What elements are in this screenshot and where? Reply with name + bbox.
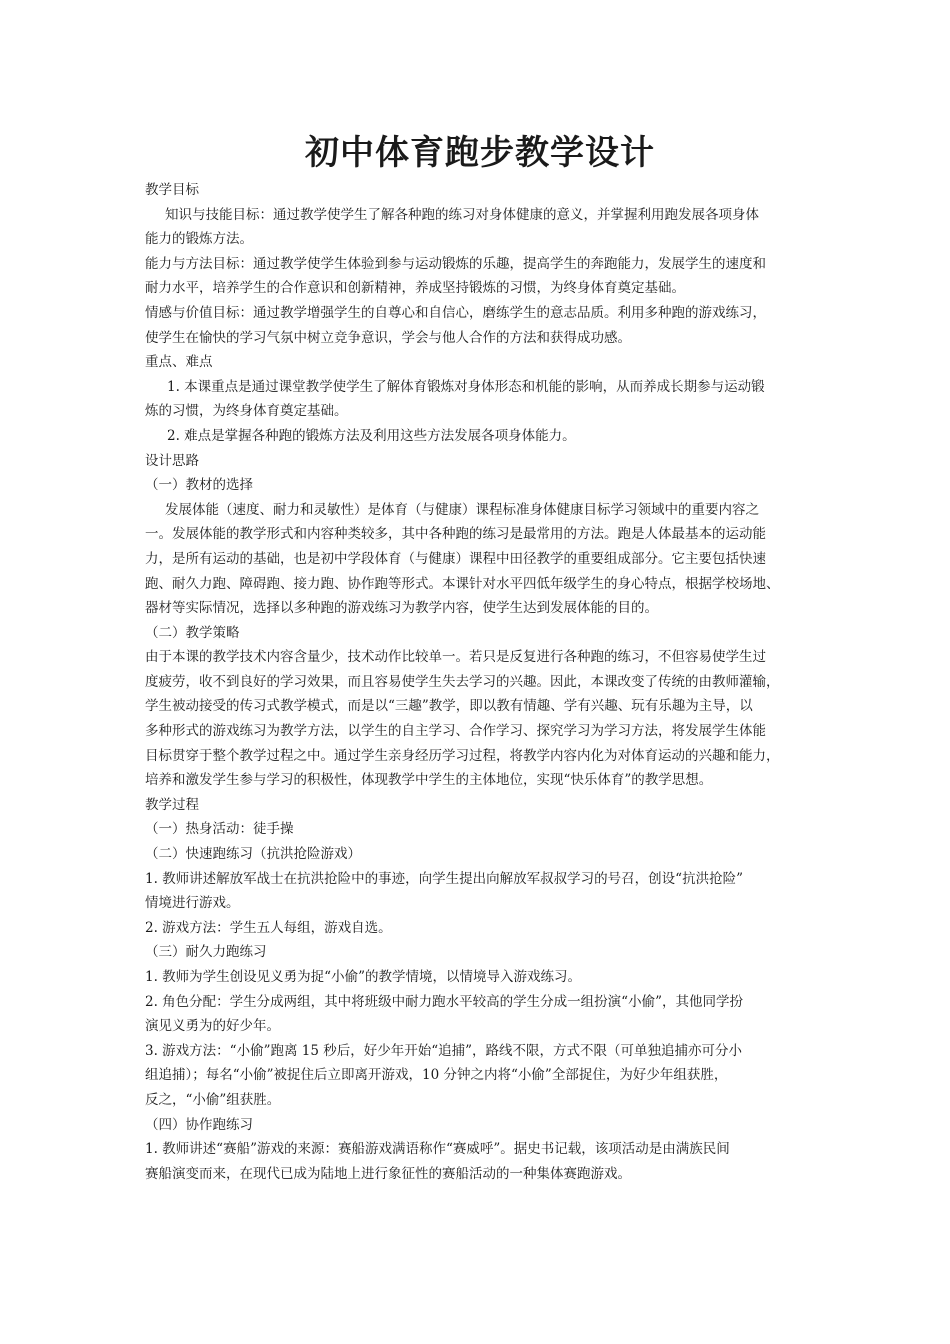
document-title: 初中体育跑步教学设计 bbox=[305, 133, 655, 173]
text-line: 能力与方法目标：通过教学使学生体验到参与运动锻炼的乐趣，提高学生的奔跑能力，发展学生的速度和 bbox=[145, 255, 766, 272]
text-line: 发展体能（速度、耐力和灵敏性）是体育（与健康）课程标准身体健康目标学习领域中的重要内容之 bbox=[165, 501, 759, 518]
text-line: 知识与技能目标：通过教学使学生了解各种跑的练习对身体健康的意义，并掌握利用跑发展各项身体 bbox=[165, 206, 759, 223]
text-line: 一。发展体能的教学形式和内容种类较多，其中各种跑的练习是最常用的方法。跑是人体最基本的运动能 bbox=[145, 526, 766, 543]
text-line: 器材等实际情况，选择以多种跑的游戏练习为教学内容，使学生达到发展体能的目的。 bbox=[145, 600, 658, 617]
text-line: 重点、难点 bbox=[145, 354, 213, 371]
text-line: 2. 游戏方法：学生五人每组，游戏自选。 bbox=[145, 919, 392, 936]
text-line: 1. 教师讲述“赛船”游戏的来源：赛船游戏满语称作“赛威呼”。据史书记载，该项活动是由满族民间 bbox=[145, 1141, 730, 1158]
text-line: 跑、耐久力跑、障碍跑、接力跑、协作跑等形式。本课针对水平四低年级学生的身心特点，根据学校场地、 bbox=[145, 575, 780, 592]
text-line: 情境进行游戏。 bbox=[145, 895, 240, 912]
text-line: 由于本课的教学技术内容含量少，技术动作比较单一。若只是反复进行各种跑的练习，不但容易使学生过 bbox=[145, 649, 766, 666]
text-line: 培养和激发学生参与学习的积极性，体现教学中学生的主体地位，实现“快乐体育”的教学思想。 bbox=[145, 772, 713, 789]
text-line: 情感与价值目标：通过教学增强学生的自尊心和自信心，磨练学生的意志品质。利用多种跑的游戏练习， bbox=[145, 304, 766, 321]
text-line: 目标贯穿于整个教学过程之中。通过学生亲身经历学习过程，将教学内容内化为对体育运动的兴趣和能力， bbox=[145, 747, 780, 764]
text-line: 反之，“小偷”组获胜。 bbox=[145, 1091, 281, 1108]
text-line: 教学目标 bbox=[145, 182, 199, 198]
text-line: 教学过程 bbox=[145, 796, 199, 813]
text-line: （三）耐久力跑练习 bbox=[145, 944, 267, 961]
text-line: 耐力水平，培养学生的合作意识和创新精神，养成坚持锻炼的习惯，为终身体育奠定基础。 bbox=[145, 280, 685, 297]
text-line: （一）热身活动：徒手操 bbox=[145, 821, 294, 838]
text-line: （一）教材的选择 bbox=[145, 477, 253, 494]
text-line: 能力的锻炼方法。 bbox=[145, 231, 253, 248]
document-page bbox=[145, 128, 815, 1186]
text-line: 1. 本课重点是通过课堂教学使学生了解体育锻炼对身体形态和机能的影响，从而养成长期参与运动锻 bbox=[167, 378, 765, 395]
text-line: 1. 教师为学生创设见义勇为捉“小偷”的教学情境，以情境导入游戏练习。 bbox=[145, 969, 581, 985]
text-line: 度疲劳，收不到良好的学习效果，而且容易使学生失去学习的兴趣。因此，本课改变了传统的由教师灌输， bbox=[145, 673, 780, 690]
text-line: 设计思路 bbox=[145, 452, 199, 469]
text-line: 使学生在愉快的学习气氛中树立竞争意识，学会与他人合作的方法和获得成功感。 bbox=[145, 329, 631, 346]
text-line: 组追捕）；每名“小偷”被捉住后立即离开游戏，10 分钟之内将“小偷”全部捉住，为好少年组获胜， bbox=[145, 1067, 728, 1084]
text-line: （四）协作跑练习 bbox=[145, 1116, 253, 1133]
document-body bbox=[145, 178, 815, 1186]
text-line: 2. 角色分配：学生分成两组，其中将班级中耐力跑水平较高的学生分成一组扮演“小偷”，其他同学扮 bbox=[145, 993, 743, 1010]
text-line: 3. 游戏方法：“小偷”跑离 15 秒后，好少年开始“追捕”，路线不限，方式不限（可单独追捕亦可分小 bbox=[145, 1042, 743, 1059]
text-line: 1. 教师讲述解放军战士在抗洪抢险中的事迹，向学生提出向解放军叔叔学习的号召，创设“抗洪抢险” bbox=[145, 870, 743, 887]
text-line: 炼的习惯，为终身体育奠定基础。 bbox=[145, 403, 348, 420]
text-line: 力，是所有运动的基础，也是初中学段体育（与健康）课程中田径教学的重要组成部分。它主要包括快速 bbox=[145, 550, 766, 567]
text-line: 赛船演变而来，在现代已成为陆地上进行象征性的赛船活动的一种集体赛跑游戏。 bbox=[145, 1165, 631, 1182]
text-line: （二）教学策略 bbox=[145, 624, 240, 641]
text-line: 2. 难点是掌握各种跑的锻炼方法及利用这些方法发展各项身体能力。 bbox=[167, 427, 576, 444]
text-line: 演见义勇为的好少年。 bbox=[145, 1018, 280, 1035]
text-line: 多种形式的游戏练习为教学方法，以学生的自主学习、合作学习、探究学习为学习方法，将发展学生体能 bbox=[145, 723, 766, 740]
text-line: 学生被动接受的传习式教学模式，而是以“三趣”教学，即以教有情趣、学有兴趣、玩有乐趣为主导，以 bbox=[145, 698, 753, 715]
text-line: （二）快速跑练习（抗洪抢险游戏） bbox=[145, 846, 361, 863]
